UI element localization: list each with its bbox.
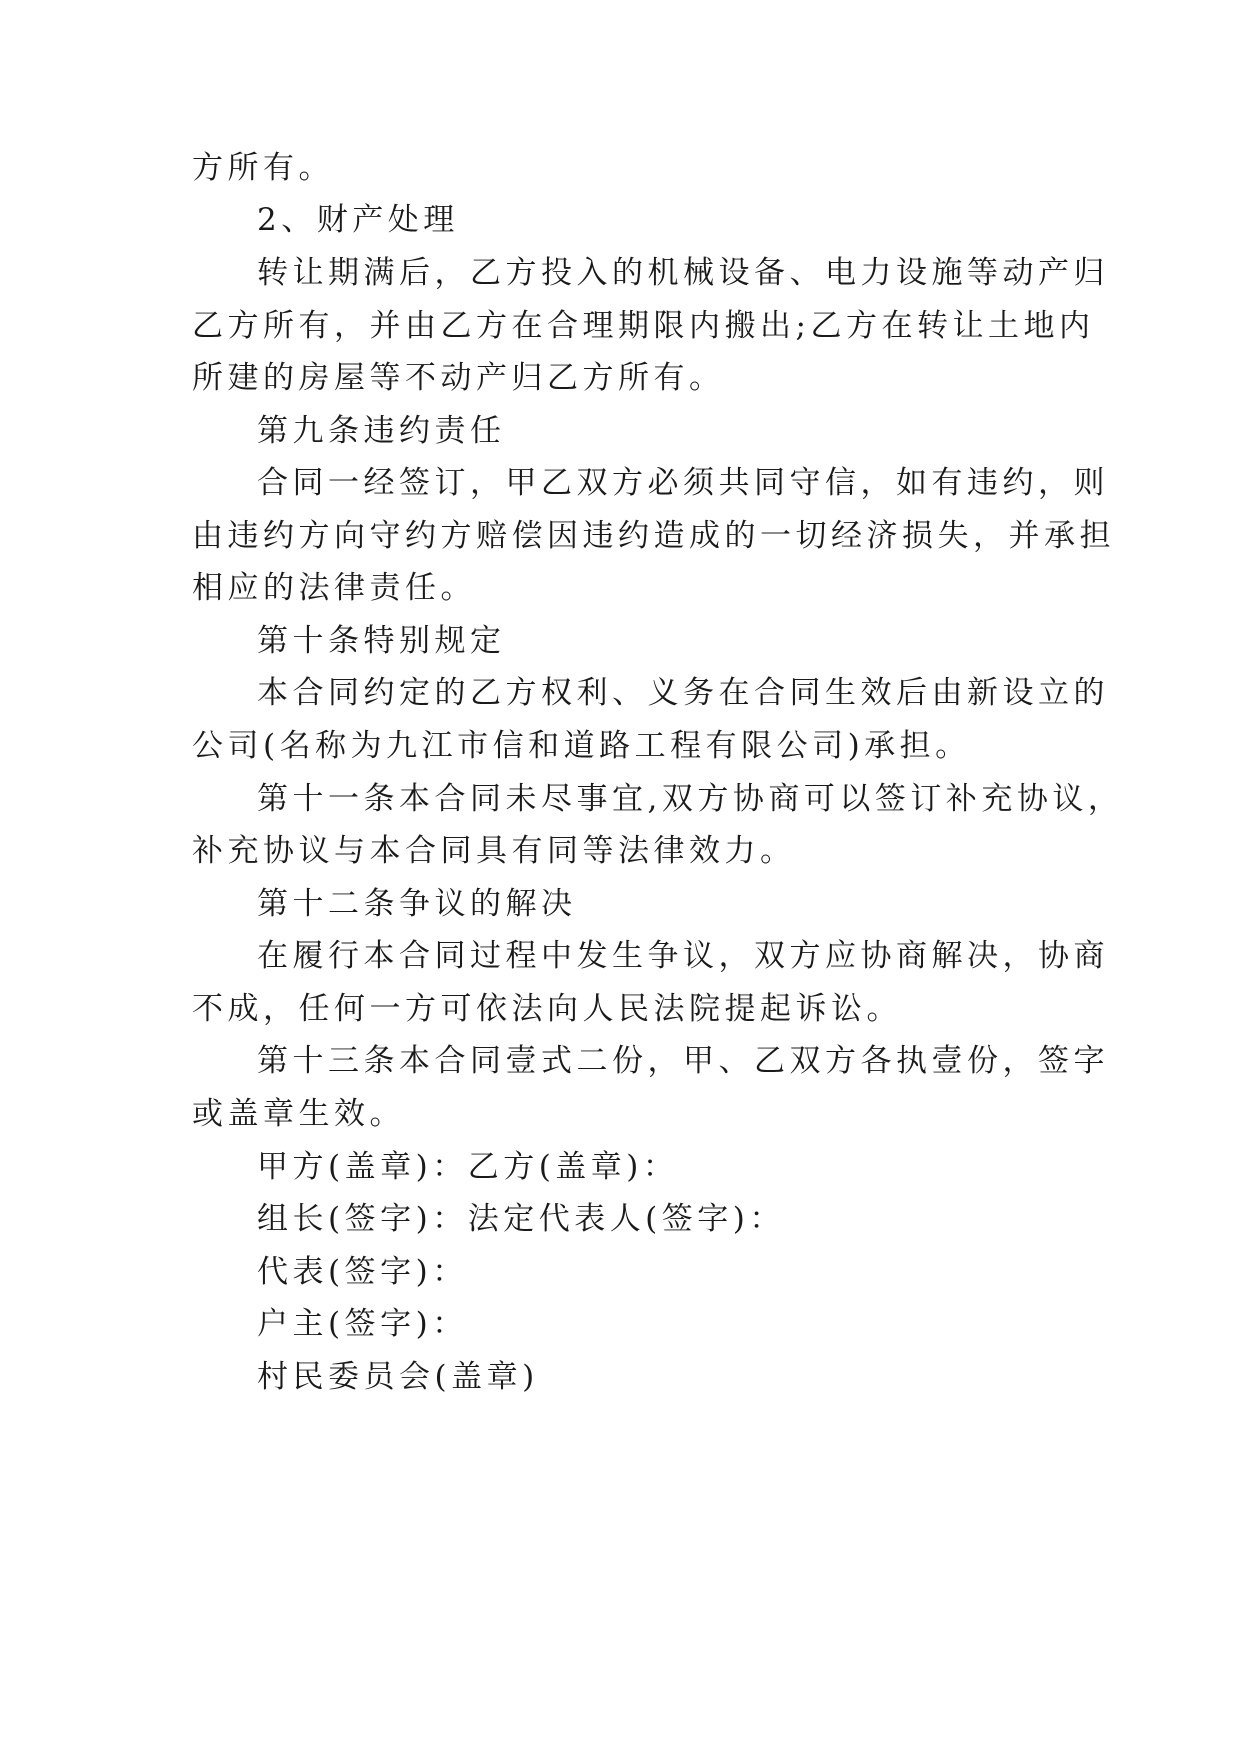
text-line: 转让期满后，乙方投入的机械设备、电力设施等动产归	[257, 255, 1109, 291]
text-line: 补充协议与本合同具有同等法律效力。	[192, 833, 796, 869]
section-heading: 第九条违约责任	[257, 413, 506, 449]
text-line: 合同一经签订，甲乙双方必须共同守信，如有违约，则	[257, 465, 1109, 501]
text-line: 相应的法律责任。	[192, 570, 476, 606]
text-line: 在履行本合同过程中发生争议，双方应协商解决，协商	[257, 938, 1109, 974]
text-line: 不成，任何一方可依法向人民法院提起诉讼。	[192, 991, 902, 1027]
text-line: 乙方所有，并由乙方在合理期限内搬出;乙方在转让土地内	[192, 308, 1095, 344]
signature-line-leader: 组长(签字)：法定代表人(签字)：	[257, 1201, 785, 1237]
text-line: 第十一条本合同未尽事宜,双方协商可以签订补充协议，	[257, 781, 1124, 817]
text-line: 方所有。	[192, 150, 334, 186]
section-heading: 第十二条争议的解决	[257, 886, 577, 922]
text-line: 所建的房屋等不动产归乙方所有。	[192, 360, 725, 396]
text-line: 或盖章生效。	[192, 1096, 405, 1132]
text-line: 第十三条本合同壹式二份，甲、乙双方各执壹份，签字	[257, 1043, 1109, 1079]
text-line: 2、财产处理	[257, 202, 459, 238]
text-line: 由违约方向守约方赔偿因违约造成的一切经济损失，并承担	[192, 518, 1115, 554]
text-line: 公司(名称为九江市信和道路工程有限公司)承担。	[192, 728, 971, 764]
signature-line-representative: 代表(签字)：	[257, 1254, 468, 1290]
section-heading: 第十条特别规定	[257, 623, 506, 659]
signature-line-householder: 户主(签字)：	[257, 1306, 468, 1342]
signature-line-party: 甲方(盖章)：乙方(盖章)：	[257, 1149, 679, 1185]
text-line: 本合同约定的乙方权利、义务在合同生效后由新设立的	[257, 675, 1109, 711]
signature-line-committee: 村民委员会(盖章)	[257, 1359, 539, 1395]
